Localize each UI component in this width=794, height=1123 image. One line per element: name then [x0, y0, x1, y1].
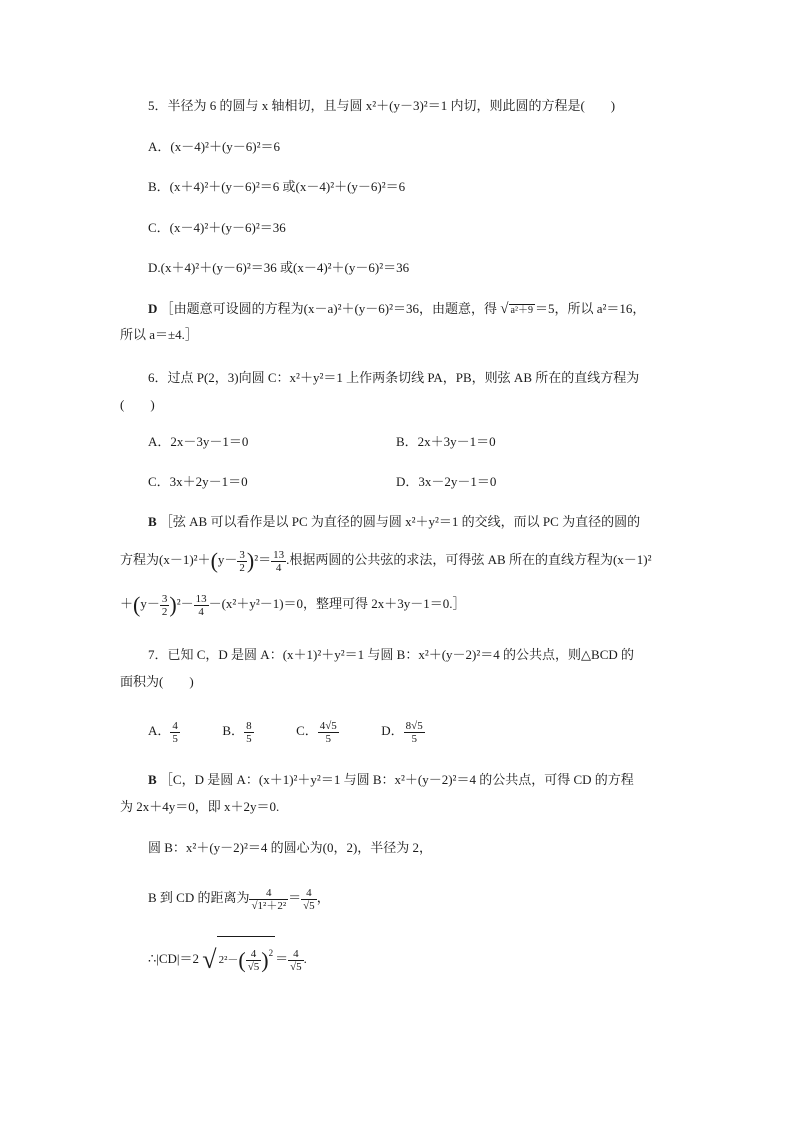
q7-options: A． $\frac{4}{5}$ B． $\frac{8}{5}$ C． $\frac{4√5}{5}$ D． $\frac{8√5}{5}$	[148, 719, 423, 745]
q7-option-d-fraction: $\frac{8√5}{5}$	[405, 719, 423, 745]
q7-answer-line1: B ［C，D 是圆 A：(x＋1)²＋y²＝1 与圆 B：x²＋(y－2)²＝4 的公共点，可得 CD 的方程	[148, 772, 634, 787]
q7-option-c-fraction: $\frac{4√5}{5}$	[319, 719, 337, 745]
q5-option-d: D.(x＋4)²＋(y－6)²＝36 或(x－4)²＋(y－6)²＝36	[148, 260, 410, 275]
q5-option-a: A．(x－4)²＋(y－6)²＝6	[148, 139, 280, 154]
q6-answer-line2: 方程为(x－1)²＋(y－ $\frac{3}{2}$ )²＝ $\frac{13}{4}$ .根据两圆的公共弦的求法，可得弦 AB 所在的直线方程为(x－1)²	[120, 548, 652, 574]
q5-answer-line2: 所以 a＝±4.］	[120, 327, 198, 342]
q6-option-a: A．2x－3y－1＝0	[148, 434, 249, 449]
fraction-3-2: $\frac{3}{2}$	[239, 548, 245, 574]
q5-option-c: C．(x－4)²＋(y－6)²＝36	[148, 220, 286, 235]
q6-answer-line1: B ［弦 AB 可以看作是以 PC 为直径的圆与圆 x²＋y²＝1 的交线，而以 PC 为直径的圆的	[148, 514, 641, 529]
q7-option-a-fraction: $\frac{4}{5}$	[172, 719, 178, 745]
fraction-4-sqrt5: $\frac{4}{√5}$	[247, 947, 260, 973]
q6-answer-letter: B	[148, 514, 157, 529]
q7-stem-line2: 面积为( )	[120, 674, 194, 689]
q5-sqrt: a²＋9	[510, 305, 533, 316]
fraction-13-4: $\frac{13}{4}$	[195, 592, 207, 618]
q5-answer-letter: D	[148, 301, 158, 316]
q5-option-b: B．(x＋4)²＋(y－6)²＝6 或(x－4)²＋(y－6)²＝6	[148, 179, 406, 194]
q7-answer-line5: ∴|CD|＝2 √ 2²－( $\frac{4}{√5}$ )$^2$ ＝ $\frac{4}{√5}$ .	[148, 936, 307, 980]
q7-stem-line1: 7．已知 C，D 是圆 A：(x＋1)²＋y²＝1 与圆 B：x²＋(y－2)²＝4 的公共点，则△BCD 的	[148, 647, 635, 662]
q7-answer-line4: B 到 CD 的距离为 $\frac{4}{\text{√1²＋2²}}$ ＝ $\frac{4}{√5}$ ，	[148, 886, 330, 912]
q6-stem-line2: ( )	[120, 397, 155, 412]
q6-option-d: D．3x－2y－1＝0	[396, 474, 497, 489]
q7-option-b-fraction: $\frac{8}{5}$	[246, 719, 252, 745]
q6-option-c: C．3x＋2y－1＝0	[148, 474, 248, 489]
fraction-distance: $\frac{4}{\text{√1²＋2²}}$	[251, 886, 287, 912]
q5-stem: 5．半径为 6 的圆与 x 轴相切，且与圆 x²＋(y－3)²＝1 内切，则此圆的方程是( )	[148, 98, 616, 113]
q7-answer-line2: 为 2x＋4y＝0，即 x＋2y＝0.	[120, 799, 280, 814]
q5-answer-line1: D ［由题意可设圆的方程为(x－a)²＋(y－6)²＝36，由题意，得 √ a²＋9 ＝5，所以 a²＝16，	[148, 301, 646, 317]
q6-stem-line1: 6．过点 P(2，3)向圆 C：x²＋y²＝1 上作两条切线 PA，PB，则弦 AB 所在的直线方程为	[148, 370, 640, 385]
q7-answer-letter: B	[148, 772, 157, 787]
q6-answer-line3: ＋(y－ $\frac{3}{2}$ )²－ $\frac{13}{4}$ －(x²＋y²－1)＝0，整理可得 2x＋3y－1＝0.］	[120, 592, 466, 618]
fraction-4-sqrt5: $\frac{4}{√5}$	[290, 947, 302, 973]
fraction-13-4: $\frac{13}{4}$	[273, 548, 285, 574]
q6-option-b: B．2x＋3y－1＝0	[396, 434, 496, 449]
q7-answer-line3: 圆 B：x²＋(y－2)²＝4 的圆心为(0，2)，半径为 2，	[148, 840, 433, 855]
fraction-3-2: $\frac{3}{2}$	[161, 592, 168, 618]
fraction-4-sqrt5: $\frac{4}{√5}$	[303, 886, 315, 912]
